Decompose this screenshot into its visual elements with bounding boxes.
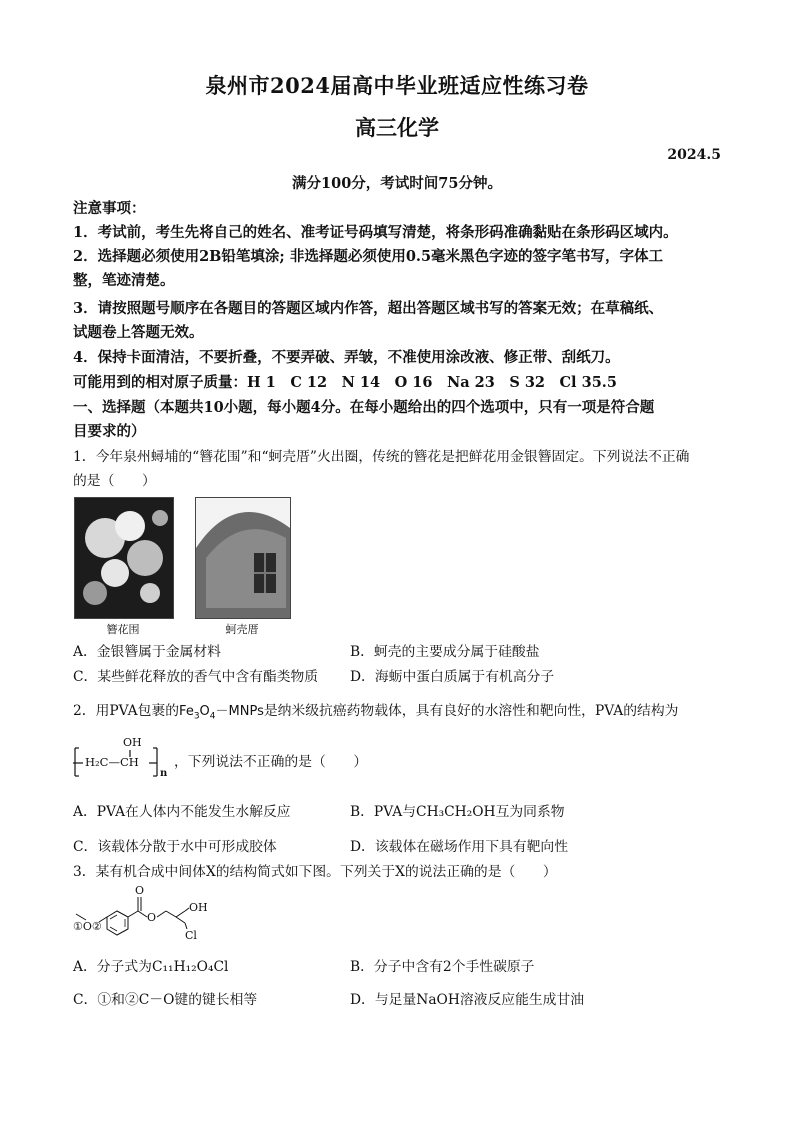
- q1-stem-line-1: 1．今年泉州蟳埔的“簪花围”和“蚵壳厝”火出圈，传统的簪花是把鲜花用金银簪固定。下列说法不正确: [73, 449, 690, 465]
- q1-option-a: A．金银簪属于金属材料: [73, 644, 221, 660]
- q2-formula: $Fe_3O_4-MNPs$: [179, 704, 264, 722]
- oyster-house-photo: [195, 497, 291, 619]
- notes-heading: 注意事项：: [73, 200, 146, 217]
- q1-stem-line-2: 的是（ ）: [73, 473, 156, 489]
- note-2-line-1: 2．选择题必须使用2B铅笔填涂; 非选择题必须使用0.5毫米黑色字迹的签字笔书写，字体工: [73, 248, 664, 265]
- oyster-house-caption: 蚵壳厝: [225, 623, 259, 636]
- compound-x-structure: [73, 884, 223, 946]
- q3-option-a: A．分子式为C₁₁H₁₂O₄Cl: [73, 959, 229, 975]
- exam-date: 2024.5: [667, 147, 721, 163]
- flower-crown-caption: 簪花围: [106, 623, 140, 636]
- bond-markers-label: ①O②: [73, 920, 102, 933]
- note-2-line-2: 整，笔迹清楚。: [73, 272, 175, 289]
- ester-o-label: O: [147, 911, 157, 924]
- note-4: 4．保持卡面清洁，不要折叠，不要弄破、弄皱，不准使用涂改液、修正带、刮纸刀。: [73, 349, 620, 366]
- q1-option-b: B．蚵壳的主要成分属于硅酸盐: [350, 644, 540, 660]
- q1-option-c: C．某些鲜花释放的香气中含有酯类物质: [73, 669, 319, 685]
- carbonyl-o-label: O: [135, 884, 145, 897]
- note-3-line-2: 试题卷上答题无效。: [73, 324, 204, 341]
- oyster-house-image: [196, 498, 290, 618]
- note-3-line-1: 3．请按照题号顺序在各题目的答题区域内作答，超出答题区域书写的答案无效；在草稿纸、: [73, 300, 664, 317]
- q2-stem-pre: 2．用PVA包裹的: [73, 703, 180, 719]
- q3-stem: 3．某有机合成中间体X的结构简式如下图。下列关于X的说法正确的是（ ）: [73, 864, 557, 880]
- flower-crown-photo: [74, 497, 174, 619]
- exam-subject: 高三化学: [355, 115, 439, 140]
- q2-option-d: D．该载体在磁场作用下具有靶向性: [350, 839, 569, 855]
- q2-option-b: B．PVA与CH₃CH₂OH互为同系物: [350, 804, 565, 820]
- note-1: 1．考试前，考生先将自己的姓名、准考证号码填写清楚，将条形码准确黏贴在条形码区域内。: [73, 224, 678, 241]
- chloro-label: Cl: [185, 929, 197, 942]
- q2-stem-post: 是纳米级抗癌药物载体，具有良好的水溶性和靶向性，PVA的结构为: [263, 703, 679, 719]
- atomic-masses: 可能用到的相对原子质量：H 1 C 12 N 14 O 16 Na 23 S 32 Cl 35.5: [73, 374, 617, 391]
- section-heading-line-2: 目要求的）: [73, 423, 146, 440]
- exam-title: 泉州市2024届高中毕业班适应性练习卷: [205, 73, 589, 98]
- pva-oh-label: OH: [123, 736, 142, 749]
- q2-option-c: C．该载体分散于水中可形成胶体: [73, 839, 277, 855]
- pva-repeat-n: n: [160, 768, 168, 779]
- q2-option-a: A．PVA在人体内不能发生水解反应: [73, 804, 291, 820]
- score-info: 满分100分，考试时间75分钟。: [292, 175, 502, 192]
- pva-structure: [73, 736, 173, 784]
- flower-crown-image: [75, 498, 173, 618]
- pva-main-chain: H₂C—CH: [85, 755, 139, 769]
- q2-stem-line-2: ，下列说法不正确的是（ ）: [174, 754, 368, 770]
- q1-option-d: D．海蛎中蛋白质属于有机高分子: [350, 669, 555, 685]
- hydroxyl-label: OH: [189, 901, 208, 914]
- q3-option-d: D．与足量NaOH溶液反应能生成甘油: [350, 992, 585, 1008]
- q3-option-b: B．分子中含有2个手性碳原子: [350, 959, 535, 975]
- section-heading-line-1: 一、选择题（本题共10小题，每小题4分。在每小题给出的四个选项中，只有一项是符合题: [73, 399, 655, 416]
- q3-option-c: C．①和②C－O键的键长相等: [73, 992, 258, 1008]
- q2-stem-line-1: [73, 699, 678, 730]
